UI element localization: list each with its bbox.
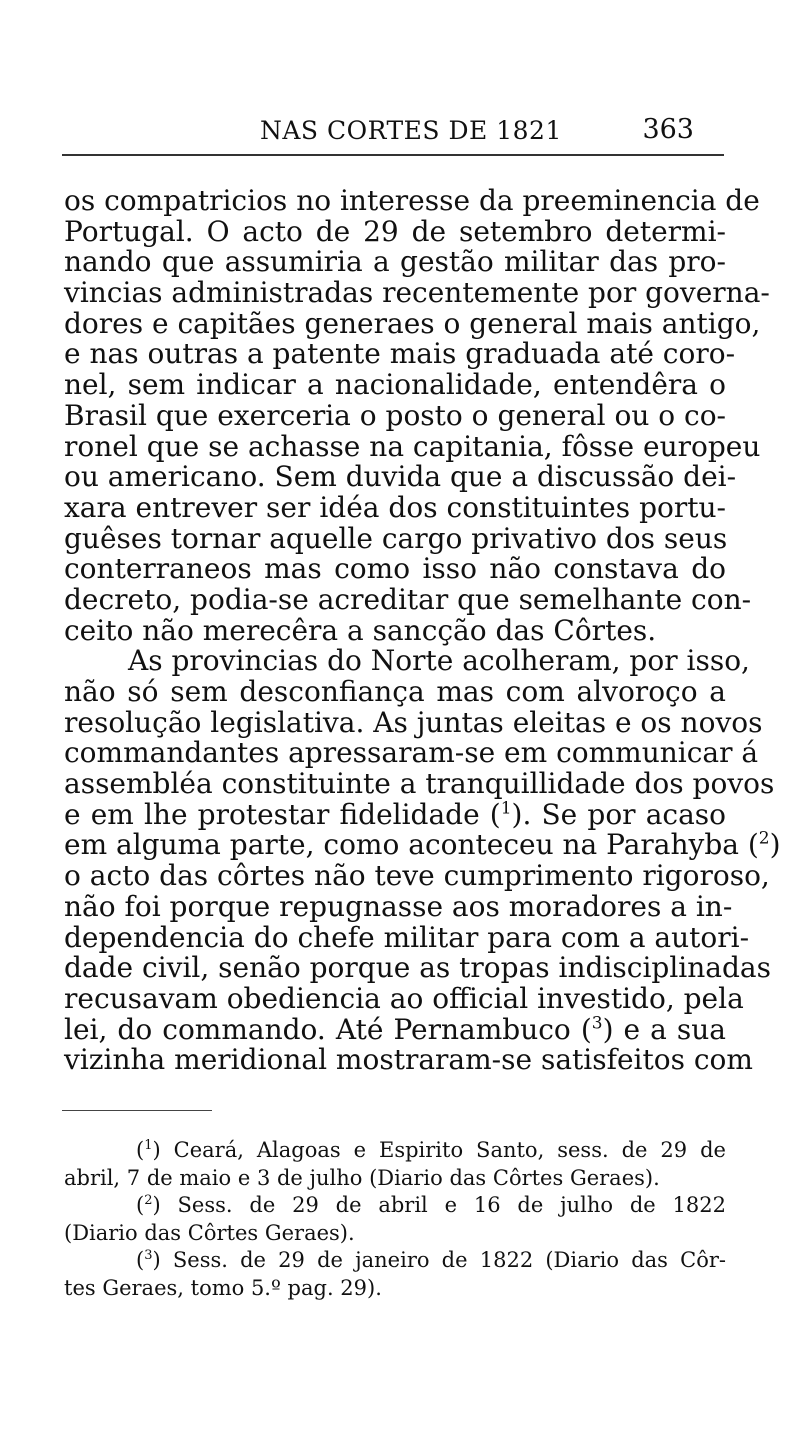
footnote-ref[interactable]: 1 bbox=[500, 798, 512, 819]
body-text bbox=[64, 184, 781, 1077]
text-line: não foi porque repugnasse aos moradores a in- bbox=[64, 889, 733, 923]
footnote-1 bbox=[64, 1137, 726, 1165]
footnotes bbox=[64, 1137, 726, 1302]
text-line: guêses tornar aquelle cargo privativo dos seus bbox=[64, 521, 728, 555]
page-number: 363 bbox=[642, 114, 694, 145]
text-segment: lei, do commando. Até Pernambuco ( bbox=[64, 1012, 592, 1046]
text-segment: ) e a sua bbox=[602, 1012, 727, 1046]
text-line: e nas outras a patente mais graduada até coro- bbox=[64, 337, 736, 371]
footnote-mark bbox=[136, 1248, 161, 1272]
text-line bbox=[64, 828, 781, 862]
text-line: commandantes apressaram-se em communicar á bbox=[64, 736, 759, 770]
footnote-number: 3 bbox=[144, 1248, 153, 1263]
footnote-mark bbox=[136, 1193, 161, 1217]
text-line: As provincias do Norte acolheram, por isso, bbox=[128, 644, 750, 678]
paren: ( bbox=[136, 1138, 145, 1162]
text-line: nel, sem indicar a nacionalidade, entendêra o bbox=[64, 368, 726, 402]
paren: ( bbox=[136, 1248, 145, 1272]
text-line: os compatricios no interesse da preeminencia de bbox=[64, 184, 760, 217]
text-line: dade civil, senão porque as tropas indisciplinadas bbox=[64, 951, 771, 985]
text-line: ceito não merecêra a sancção das Côrtes. bbox=[64, 613, 657, 647]
text-line: Brasil que exerceria o posto o general ou o co- bbox=[64, 398, 727, 432]
footnote-number: 2 bbox=[144, 1193, 153, 1208]
text-line: nando que assumiria a gestão militar das pro- bbox=[64, 245, 726, 279]
text-line: ronel que se achasse na capitania, fôsse europeu bbox=[64, 429, 761, 463]
text-segment: em alguma parte, como aconteceu na Parahyba ( bbox=[64, 828, 759, 862]
footnote-3-cont: tes Geraes, tomo 5.º pag. 29). bbox=[64, 1275, 382, 1300]
header-rule bbox=[62, 154, 724, 156]
page-header bbox=[62, 112, 724, 152]
text-line: ou americano. Sem duvida que a discussão dei- bbox=[64, 460, 737, 494]
footnote-number: 1 bbox=[144, 1138, 153, 1153]
text-line: dores e capitães generaes o general mais antigo, bbox=[64, 306, 761, 340]
footnote-mark bbox=[136, 1138, 161, 1162]
text-line: Portugal. O acto de 29 de setembro determi- bbox=[64, 214, 726, 248]
footnote-2-cont: (Diario das Côrtes Geraes). bbox=[64, 1220, 355, 1245]
footnote-text: Ceará, Alagoas e Espirito Santo, sess. de 29 de bbox=[173, 1138, 726, 1162]
text-line bbox=[64, 797, 726, 831]
footnote-separator bbox=[62, 1110, 212, 1111]
footnote-text: Sess. de 29 de janeiro de 1822 (Diario das Côr- bbox=[172, 1248, 726, 1272]
paren: ) bbox=[152, 1248, 161, 1272]
text-line: conterraneos mas como isso não constava do bbox=[64, 552, 726, 586]
footnote-ref[interactable]: 3 bbox=[591, 1013, 603, 1034]
text-line: decreto, podia-se acreditar que semelhante con- bbox=[64, 582, 752, 616]
text-segment: e em lhe protestar fidelidade ( bbox=[64, 797, 501, 831]
text-line: não só sem desconfiança mas com alvoroço a bbox=[64, 675, 726, 708]
paren: ) bbox=[152, 1138, 161, 1162]
text-line: vincias administradas recentemente por governa- bbox=[64, 276, 770, 310]
text-line bbox=[64, 1012, 727, 1046]
text-line: dependencia do chefe militar para com a autori- bbox=[64, 920, 750, 954]
text-line: resolução legislativa. As juntas eleitas e os novos bbox=[64, 705, 763, 739]
running-title: NAS CORTES DE 1821 bbox=[260, 116, 562, 145]
text-segment: ). Se por acaso bbox=[511, 797, 726, 831]
text-line: vizinha meridional mostraram-se satisfeitos com bbox=[64, 1043, 753, 1077]
footnote-text: Sess. de 29 de abril e 16 de julho de 1822 bbox=[177, 1193, 726, 1217]
paren: ( bbox=[136, 1193, 145, 1217]
paren: ) bbox=[152, 1193, 161, 1217]
text-line: recusavam obediencia ao official investido, pela bbox=[64, 981, 744, 1015]
text-line: xara entrever ser idéa dos constituintes portu- bbox=[64, 490, 726, 524]
text-line: o acto das côrtes não teve cumprimento rigoroso, bbox=[64, 859, 770, 893]
footnote-3 bbox=[64, 1247, 726, 1275]
text-line: assembléa constituinte a tranquillidade dos povos bbox=[64, 767, 775, 801]
footnote-1-cont: abril, 7 de maio e 3 de julho (Diario das Côrtes Geraes). bbox=[64, 1165, 660, 1190]
footnote-2 bbox=[64, 1192, 726, 1220]
footnote-ref[interactable]: 2 bbox=[758, 829, 770, 850]
text-segment: ) bbox=[769, 828, 781, 862]
